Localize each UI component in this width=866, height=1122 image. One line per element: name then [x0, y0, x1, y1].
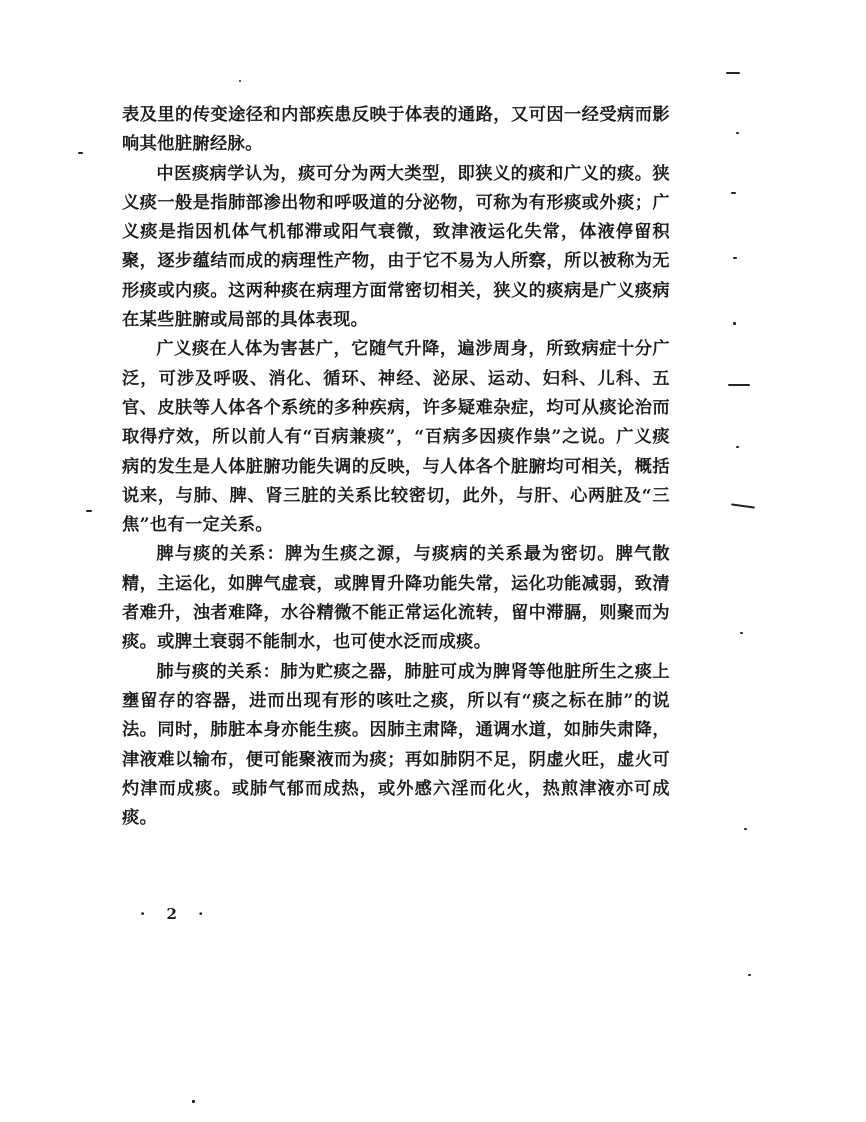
body-text — [122, 101, 670, 833]
paragraph-broad-phlegm: 广义痰在人体为害甚广，它随气升降，遍涉周身，所致病症十分广泛，可涉及呼吸、消化、循环、神经、泌尿、运动、妇科、儿科、五官、皮肤等人体各个系统的多种疾病，许多疑难杂症，均可从痰论治而取得疗效，所以前人有“百病兼痰”，“百病多因痰作祟”之说。广义痰病的发生是人体脏腑功能失调的反映，与人体各个脏腑均可相关，概括说来，与肺、脾、肾三脏的关系比较密切，此外，与肝、心两脏及“三焦”也有一定关系。 — [122, 339, 670, 536]
paragraph-lung-phlegm: 肺与痰的关系：肺为贮痰之器，肺脏可成为脾肾等他脏所生之痰上壅留存的容器，进而出现有形的咳吐之痰，所以有“痰之标在肺”的说法。同时，肺脏本身亦能生痰。因肺主肃降，通调水道，如肺失肃降，津液难以输布，便可能聚液而为痰；再如肺阴不足，阴虚火旺，虚火可灼津而成痰。或肺气郁而成热，或外感六淫而化火，热煎津液亦可成痰。 — [122, 661, 670, 829]
scan-mark — [736, 446, 739, 448]
scan-mark — [728, 384, 750, 386]
scan-mark — [748, 974, 751, 976]
paragraph-spleen-phlegm: 脾与痰的关系：脾为生痰之源，与痰病的关系最为密切。脾气散精，主运化，如脾气虚衰，或脾胃升降功能失常，运化功能减弱，致清者难升，浊者难降，水谷精微不能正常运化流转，留中滞膈，则聚而为痰。或脾土衰弱不能制水，也可使水泛而成痰。 — [122, 544, 670, 653]
scan-mark — [239, 80, 241, 82]
scan-mark — [731, 192, 736, 194]
scan-mark — [733, 322, 736, 325]
scan-mark — [726, 72, 740, 74]
page-number: · 2 · — [140, 905, 212, 923]
paragraph-continuation: 表及里的传变途径和内部疾患反映于体表的通路，又可因一经受病而影响其他脏腑经脉。 — [122, 105, 670, 155]
scan-mark — [192, 1100, 195, 1103]
scan-mark — [86, 510, 92, 512]
scan-mark — [733, 257, 737, 259]
scan-mark — [740, 632, 743, 634]
scan-mark — [731, 503, 755, 508]
scan-mark — [744, 828, 747, 830]
paragraph-phlegm-types: 中医痰病学认为，痰可分为两大类型，即狭义的痰和广义的痰。狭义痰一般是指肺部渗出物和呼吸道的分泌物，可称为有形痰或外痰；广义痰是指因机体气机郁滞或阳气衰微，致津液运化失常，体液停留积聚，逐步蕴结而成的病理性产物，由于它不易为人所察，所以被称为无形痰或内痰。这两种痰在病理方面常密切相关，狭义的痰病是广义痰病在某些脏腑或局部的具体表现。 — [122, 163, 670, 331]
scan-mark — [736, 132, 739, 134]
scan-mark — [78, 152, 83, 154]
